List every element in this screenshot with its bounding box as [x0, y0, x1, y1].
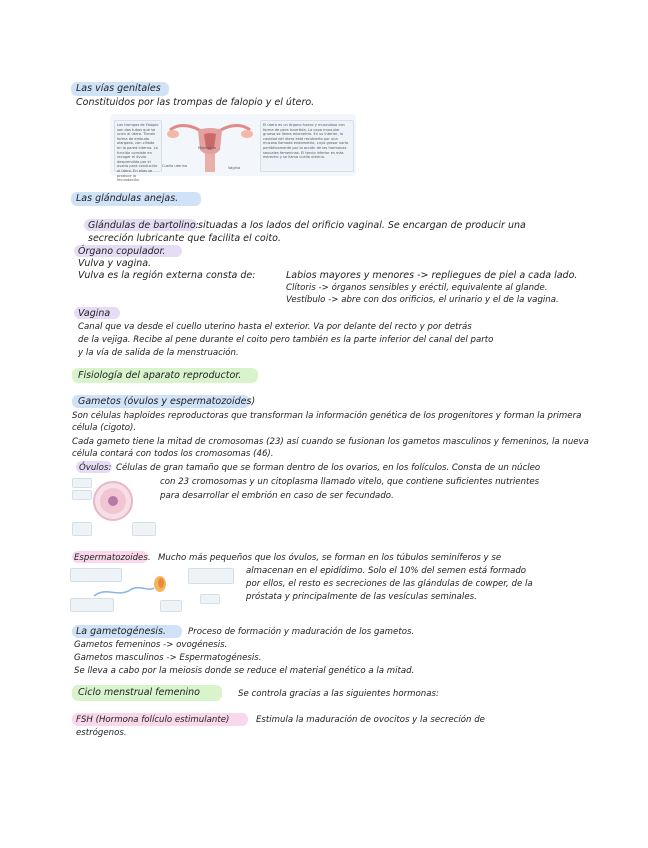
text-esperma-2: almacenan en el epidídimo. Solo el 10% del semen está formado — [246, 566, 527, 576]
text-ciclo: Se controla gracias a las siguientes hormonas: — [238, 689, 439, 699]
callout-utero-text: El útero es un órgano hueco y musculoso con forma de pera invertida. La capa muscular gruesa se llama miometrio. En su interior, la cavidad del útero está recubierta por una mucosa llamada endometrio, cuyo grosor varía periódicamente por la acción de las hormonas sexuales femeninas. El tercio inferior es más estrecho y se llama cuello uterino. — [263, 123, 349, 160]
heading-fsh: FSH (Hormona folículo estimulante) — [76, 715, 230, 725]
ovum-icon — [92, 480, 134, 522]
text-ovulos-1: Células de gran tamaño que se forman dentro de los ovarios, en los folículos. Consta de un núcleo — [116, 463, 541, 473]
text-esperma-4: próstata y principalmente de las vesículas seminales. — [246, 592, 477, 602]
text-gametos-1: Son células haploides reproductoras que transforman la información genética de los progenitores y forman la primera — [72, 411, 582, 421]
label-vagina: Vagina — [228, 166, 241, 170]
text-vagina-1: Canal que va desde el cuello uterino hasta el exterior. Va por delante del recto y por detrás — [78, 322, 472, 332]
text-vagina-3: y la vía de salida de la menstruación. — [78, 348, 239, 358]
heading-ciclo-menstrual: Ciclo menstrual femenino — [78, 687, 200, 698]
callout-trompas — [114, 120, 162, 183]
text-ovogenesis: Gametos femeninos -> ovogénesis. — [74, 640, 228, 650]
text-fsh-1: Estimula la maduración de ovocitos y la secreción de — [256, 715, 485, 725]
ovulo-callout-1 — [72, 478, 92, 488]
heading-gametos: Gametos (óvulos y espermatozoides) — [78, 396, 256, 407]
text-esperma-1: Mucho más pequeños que los óvulos, se forman en los túbulos seminíferos y se — [158, 553, 502, 563]
text-vias: Constituidos por las trompas de falopio y el útero. — [76, 97, 315, 108]
figure-uterus — [110, 114, 356, 183]
ovulo-callout-2 — [72, 490, 92, 500]
heading-organo-copulador: Órgano copulador. — [78, 246, 166, 257]
text-gametos-3: Cada gameto tiene la mitad de cromosomas (23) así cuando se fusionan los gametos masculinos y femeninos, la nueva — [72, 437, 589, 447]
text-esperma-3: por ellos, el resto es secreciones de las glándulas de cowper, de la — [246, 579, 533, 589]
text-organo-2: Vulva es la región externa consta de: — [78, 270, 256, 281]
text-labios: Labios mayores y menores -> repliegues de piel a cada lado. — [286, 270, 578, 281]
ovulo-callout-4 — [132, 522, 156, 536]
text-vestibulo: Vestíbulo -> abre con dos orificios, el urinario y el de la vagina. — [286, 295, 559, 305]
callout-trompas-text: Las trompas de Falopio son dos tubos que se unen al útero. Tienen forma de embudo alargado, con ciliado en la pared interna. La función consiste en recoger el óvulo desprendido por el ovario para conducirlo al útero. En ellas se produce la fecundación. — [117, 123, 159, 183]
text-organo-1: Vulva y vagina. — [78, 258, 152, 269]
figure-espermatozoide — [70, 564, 236, 616]
sperm-callout-3 — [188, 568, 234, 584]
text-meiosis: Se lleva a cabo por la meiosis donde se reduce el material genético a la mitad. — [74, 666, 415, 676]
heading-fisiologia: Fisiología del aparato reproductor. — [78, 370, 242, 381]
label-cuello-uterino: Cuello uterino — [162, 164, 188, 168]
callout-utero — [260, 120, 354, 172]
text-vagina-2: de la vejiga. Recibe al pene durante el coito pero también es la parte inferior del canal del parto — [78, 335, 494, 345]
text-espermatogenesis: Gametos masculinos -> Espermatogénesis. — [74, 653, 262, 663]
ovulo-callout-3 — [72, 522, 92, 536]
label-glandulas-bartolino: Glándulas de bartolino: — [88, 220, 199, 231]
text-gametos-2: célula (cigoto). — [72, 423, 137, 433]
label-ovulos: Óvulos: — [79, 463, 112, 473]
heading-gametogenesis: La gametogénesis. — [76, 626, 166, 637]
text-gametos-4: célula contará con todos los cromosomas (46). — [72, 449, 274, 459]
sperm-callout-5 — [200, 594, 220, 604]
heading-vagina: Vagina — [78, 308, 111, 319]
label-miometrio: Miometrio — [198, 146, 217, 150]
figure-ovulo — [72, 476, 156, 538]
text-fsh-2: estrógenos. — [76, 728, 127, 738]
text-clitoris: Clítoris -> órganos sensibles y eréctil, equivalente al glande. — [286, 283, 548, 293]
label-espermatozoides: Espermatozoides. — [74, 553, 151, 563]
heading-glandulas-anejas: Las glándulas anejas. — [76, 193, 179, 204]
text-bartolino-2: secreción lubricante que facilita el coito. — [88, 233, 281, 244]
heading-vias-genitales: Las vías genitales — [76, 83, 161, 94]
text-ovulos-3: para desarrollar el embrión en caso de ser fecundado. — [160, 491, 394, 501]
text-ovulos-2: con 23 cromosomas y un citoplasma llamado vitelo, que contiene suficientes nutrientes — [160, 477, 540, 487]
text-gametogenesis: Proceso de formación y maduración de los gametos. — [188, 627, 415, 637]
sperm-icon — [90, 572, 170, 602]
text-bartolino-1: situadas a los lados del orificio vaginal. Se encargan de producir una — [198, 220, 526, 231]
